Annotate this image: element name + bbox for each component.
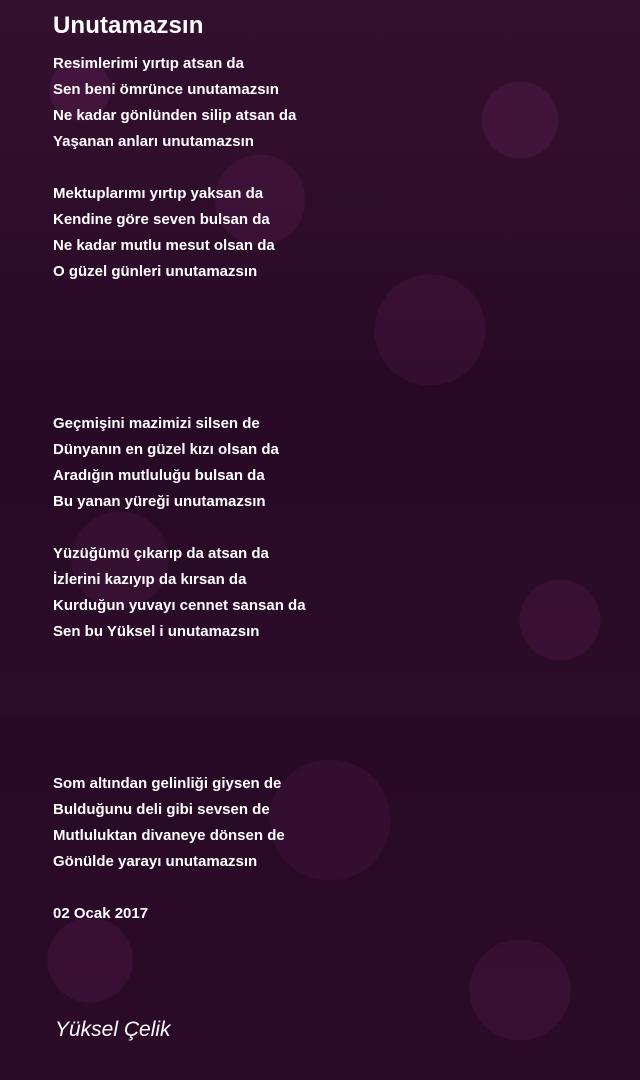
poem-line: Ne kadar mutlu mesut olsan da: [53, 237, 275, 254]
stanza-3: [53, 411, 279, 515]
poem-line: Bulduğunu deli gibi sevsen de: [53, 801, 270, 818]
poem-line: Aradığın mutluluğu bulsan da: [53, 467, 265, 484]
poem-line: Som altından gelinliği giysen de: [53, 775, 282, 792]
stanza-1: [53, 51, 296, 155]
poem-line: Mutluluktan divaneye dönsen de: [53, 827, 285, 844]
poem-author: Yüksel Çelik: [55, 1018, 171, 1041]
poem-title: Unutamazsın: [53, 12, 204, 39]
poem-line: Kendine göre seven bulsan da: [53, 211, 270, 228]
poem-line: İzlerini kazıyıp da kırsan da: [53, 571, 247, 588]
poem-line: Bu yanan yüreği unutamazsın: [53, 493, 266, 510]
poem-line: Sen beni ömrünce unutamazsın: [53, 81, 279, 98]
poem-line: Sen bu Yüksel i unutamazsın: [53, 623, 260, 640]
poem-line: Yaşanan anları unutamazsın: [53, 133, 254, 150]
poem-line: Resimlerimi yırtıp atsan da: [53, 55, 244, 72]
poem-line: Kurduğun yuvayı cennet sansan da: [53, 597, 306, 614]
poem-date: 02 Ocak 2017: [53, 905, 149, 922]
poem-line: Geçmişini mazimizi silsen de: [53, 415, 260, 432]
poem-line: Yüzüğümü çıkarıp da atsan da: [53, 545, 269, 562]
stanza-4: [53, 541, 306, 645]
poem-line: Ne kadar gönlünden silip atsan da: [53, 107, 297, 124]
poem-line: Dünyanın en güzel kızı olsan da: [53, 441, 279, 458]
stanza-2: [53, 181, 275, 285]
poem-line: Mektuplarımı yırtıp yaksan da: [53, 185, 264, 202]
stanza-5: [53, 771, 285, 875]
poem-line: O güzel günleri unutamazsın: [53, 263, 258, 280]
poem-line: Gönülde yarayı unutamazsın: [53, 853, 258, 870]
